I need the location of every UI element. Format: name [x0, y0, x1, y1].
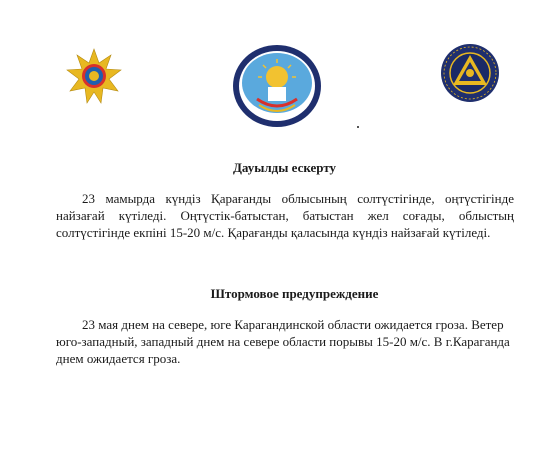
- ru-warning-title: Штормовое предупреждение: [210, 286, 379, 301]
- kz-warning-body: 23 мамырда күндіз Қарағанды облысының солтүстігінде, оңтүстігінде найзағай күтіледі. Оңтүстік-батыстан, батыстан жел соғады, облыстың солтүстігінде екпіні 15-20 м/с. Қарағанды қаласында күндіз найзағай күтіледі.: [56, 191, 514, 240]
- kazhydromet-emblem-icon: [440, 42, 500, 104]
- ru-warning-body: 23 мая днем на севере, юге Карагандинской области ожидается гроза. Ветер юго-западный, западный днем на севере области порывы 15-20 м/с. В г.Караганда днем ожидается гроза.: [56, 317, 510, 366]
- kz-warning-title: Дауылды ескерту: [232, 160, 337, 175]
- karaganda-region-emblem-icon: [231, 43, 323, 129]
- decorative-dot: [357, 126, 359, 128]
- emergency-star-emblem-icon: [66, 48, 122, 104]
